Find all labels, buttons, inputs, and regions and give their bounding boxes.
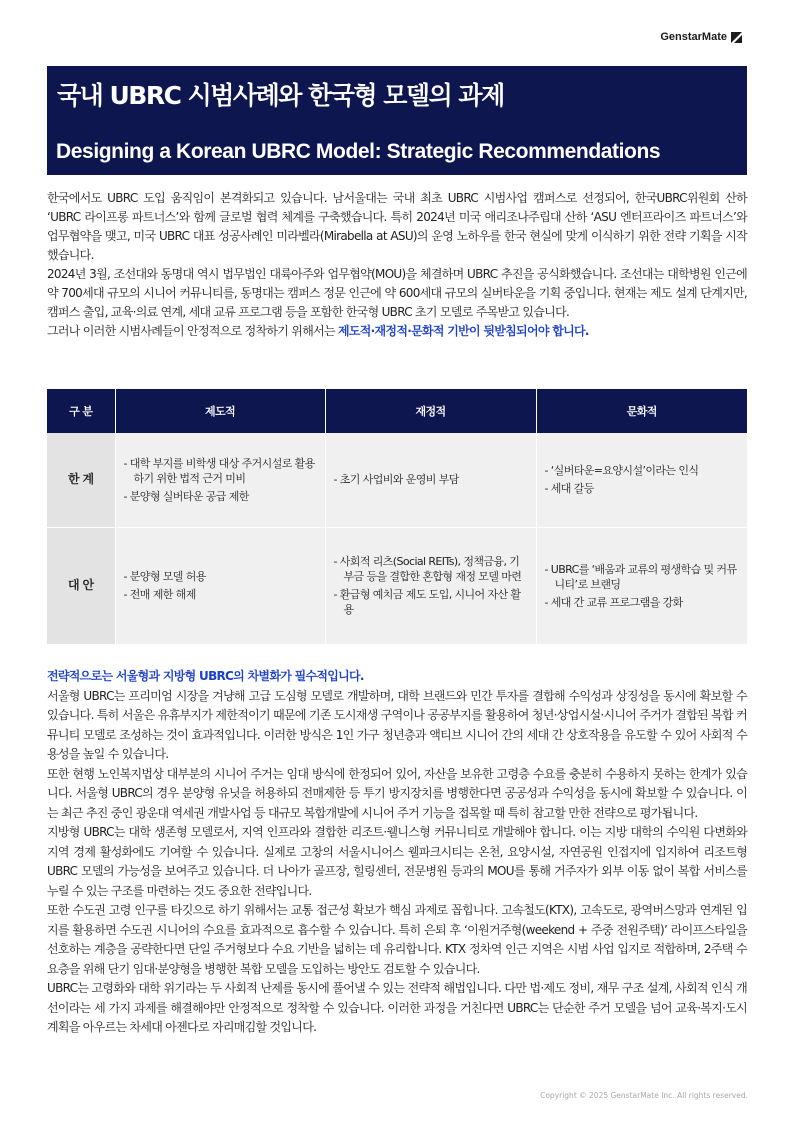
copyright-footer: Copyright © 2025 GenstarMate Inc. All rights reserved. bbox=[540, 1091, 748, 1100]
intro-section bbox=[47, 189, 747, 341]
table-cell bbox=[325, 527, 536, 644]
cell-item: - 전매 제한 해제 bbox=[123, 588, 196, 601]
intro-paragraph bbox=[47, 322, 747, 341]
table-cell bbox=[536, 527, 747, 644]
intro-paragraph: 한국에서도 UBRC 도입 움직임이 본격화되고 있습니다. 남서울대는 국내 최초 UBRC 시범사업 캠퍼스로 선정되어, 한국UBRC위원회 산하 ‘UBRC 라이프롱 파트너스’와 함께 글로벌 협력 체계를 구축했습니다. 특히 2024년 미국 애리조나주립대 산하 ‘ASU 엔터프라이즈 파트너스’와 업무협약을 맺고, 미국 UBRC 대표 성공사례인 미라벨라(Mirabella at ASU)의 운영 노하우를 한국 현실에 맞게 이식하기 위한 전략 기획을 시작했습니다. bbox=[47, 191, 747, 262]
cell-item: - 분양형 실버타운 공급 제한 bbox=[123, 489, 249, 503]
intro-lead-text: 그러나 이러한 시범사례들이 안정적으로 정착하기 위해서는 bbox=[47, 324, 338, 338]
body-paragraph: UBRC는 고령화와 대학 위기라는 두 사회적 난제를 동시에 풀어낼 수 있는 전략적 해법입니다. 다만 법·제도 정비, 재무 구조 설계, 사회적 인식 개선이라는 세 가지 과제를 해결해야만 안정적으로 정착할 수 있습니다. 이러한 과정을 거친다면 UBRC는 단순한 주거 모델을 넘어 교육·복지·도시계획을 아우르는 차세대 아젠다로 자리매김할 것입니다. bbox=[47, 981, 747, 1034]
section-subhead: 전략적으로는 서울형과 지방형 UBRC의 차별화가 필수적입니다. bbox=[47, 669, 364, 683]
row-label-limits: 한 계 bbox=[47, 433, 115, 527]
title-banner bbox=[47, 66, 747, 175]
table-cell bbox=[325, 433, 536, 527]
brand-name: GenstarMate bbox=[660, 31, 727, 43]
table-cell bbox=[115, 433, 325, 527]
cell-item: - 분양형 모델 허용 bbox=[123, 570, 206, 583]
table-cell bbox=[536, 433, 747, 527]
brand-logo bbox=[660, 31, 742, 43]
page-subtitle: Designing a Korean UBRC Model: Strategic Recommendations bbox=[56, 140, 661, 163]
intro-emphasis-text: 제도적·재정적·문화적 기반이 뒷받침되어야 합니다. bbox=[338, 324, 589, 338]
table-row-alternatives bbox=[47, 527, 747, 644]
cell-item: - ‘실버타운=요양시설’이라는 인식 bbox=[544, 464, 699, 478]
table-header-financial: 재정적 bbox=[325, 389, 536, 433]
cell-item: - 초기 사업비와 운영비 부담 bbox=[333, 473, 459, 487]
body-paragraph: 서울형 UBRC는 프리미엄 시장을 겨냥해 고급 도심형 모델로 개발하며, 대학 브랜드와 민간 투자를 결합해 수익성과 상징성을 동시에 확보할 수 있습니다. 특히 서울은 유휴부지가 제한적이기 때문에 기존 도시재생 구역이나 공공부지를 활용하여 청년·상업시설·시니어 주거가 결합된 복합 커뮤니티 모델로 조성하는 것이 효과적입니다. 이러한 방식은 1인 가구 청년층과 액티브 시니어 간의 세대 간 상호작용을 유도할 수 있어 사회적 수용성을 높일 수 있습니다. bbox=[47, 688, 747, 761]
table-header-cultural: 문화적 bbox=[536, 389, 747, 433]
cell-item: - 세대 갈등 bbox=[544, 482, 594, 496]
strategy-section bbox=[47, 667, 747, 1038]
page-title: 국내 UBRC 시범사례와 한국형 모델의 과제 bbox=[57, 81, 504, 110]
cell-item: - 대학 부지를 비학생 대상 주거시설로 활용하기 위한 법적 근거 미비 bbox=[123, 456, 315, 485]
cell-item: - 사회적 리츠(Social REITs), 정책금융, 기부금 등을 결합한 혼합형 재정 모델 마련 bbox=[333, 555, 522, 583]
body-paragraph: 또한 현행 노인복지법상 대부분의 시니어 주거는 임대 방식에 한정되어 있어, 자산을 보유한 고령층 수요를 충분히 수용하지 못하는 한계가 있습니다. 서울형 UBRC의 경우 분양형 유닛을 허용하되 전매제한 등 투기 방지장치를 병행한다면 공공성과 수익성을 동시에 확보할 수 있습니다. 이는 최근 추진 중인 광운대 역세권 개발사업 등 대규모 복합개발에 시니어 주거 기능을 접목할 때 특히 참고할 만한 전략으로 평가됩니다. bbox=[47, 766, 747, 820]
table-cell bbox=[115, 527, 325, 644]
table-header-institutional: 제도적 bbox=[115, 389, 325, 433]
body-paragraph: 또한 수도권 고령 인구를 타깃으로 하기 위해서는 교통 접근성 확보가 핵심 과제로 꼽힙니다. 고속철도(KTX), 고속도로, 광역버스망과 연계된 입지를 활용하면 수도권 시니어의 수요를 효과적으로 흡수할 수 있습니다. 특히 은퇴 후 ‘이원거주형(weekend + 주중 전원주택)’ 라이프스타일을 선호하는 계층을 공략한다면 단일 주거형보다 수요 기반을 넓히는 데 유리합니다. KTX 정차역 인근 지역은 시범 사업 입지로 적합하며, 2주택 수요층을 위해 단기 임대·분양형을 병행한 복합 모델을 도입하는 방안도 검토할 수 있습니다. bbox=[47, 903, 747, 976]
row-label-alternatives: 대 안 bbox=[47, 527, 115, 644]
table-header-row bbox=[47, 389, 747, 433]
table-header-category: 구 분 bbox=[47, 389, 115, 433]
intro-paragraph: 2024년 3월, 조선대와 동명대 역시 법무법인 대륙아주와 업무협약(MOU)을 체결하며 UBRC 추진을 공식화했습니다. 조선대는 대학병원 인근에 약 700세대 규모의 시니어 커뮤니티를, 동명대는 캠퍼스 정문 인근에 약 600세대 규모의 실버타운을 기획 중입니다. 현재는 제도 설계 단계지만, 캠퍼스 출입, 교육·의료 연계, 세대 교류 프로그램 등을 포함한 한국형 UBRC 초기 모델로 주목받고 있습니다. bbox=[47, 267, 747, 319]
cell-item: - 세대 간 교류 프로그램을 강화 bbox=[544, 595, 683, 609]
table-row-limits bbox=[47, 433, 747, 527]
cell-item: - UBRC를 ‘배움과 교류의 평생학습 및 커뮤니티’로 브랜딩 bbox=[544, 562, 737, 591]
cell-item: - 환급형 예치금 제도 도입, 시니어 자산 활용 bbox=[333, 588, 521, 616]
comparison-table bbox=[47, 389, 747, 645]
body-paragraph: 지방형 UBRC는 대학 생존형 모델로서, 지역 인프라와 결합한 리조트·웰니스형 커뮤니티로 개발해야 합니다. 이는 지방 대학의 수익원 다변화와 지역 경제 활성화에도 기여할 수 있습니다. 실제로 고창의 서울시니어스 웰파크시티는 온천, 요양시설, 자연공원 인접지에 입지하여 리조트형 UBRC 모델의 가능성을 보여주고 있습니다. 더 나아가 골프장, 힐링센터, 전문병원 등과의 MOU를 통해 거주자가 외부 이동 없이 복합 서비스를 누릴 수 있는 구조를 마련하는 것도 중요한 전략입니다. bbox=[47, 825, 747, 898]
slash-square-icon bbox=[731, 32, 742, 43]
